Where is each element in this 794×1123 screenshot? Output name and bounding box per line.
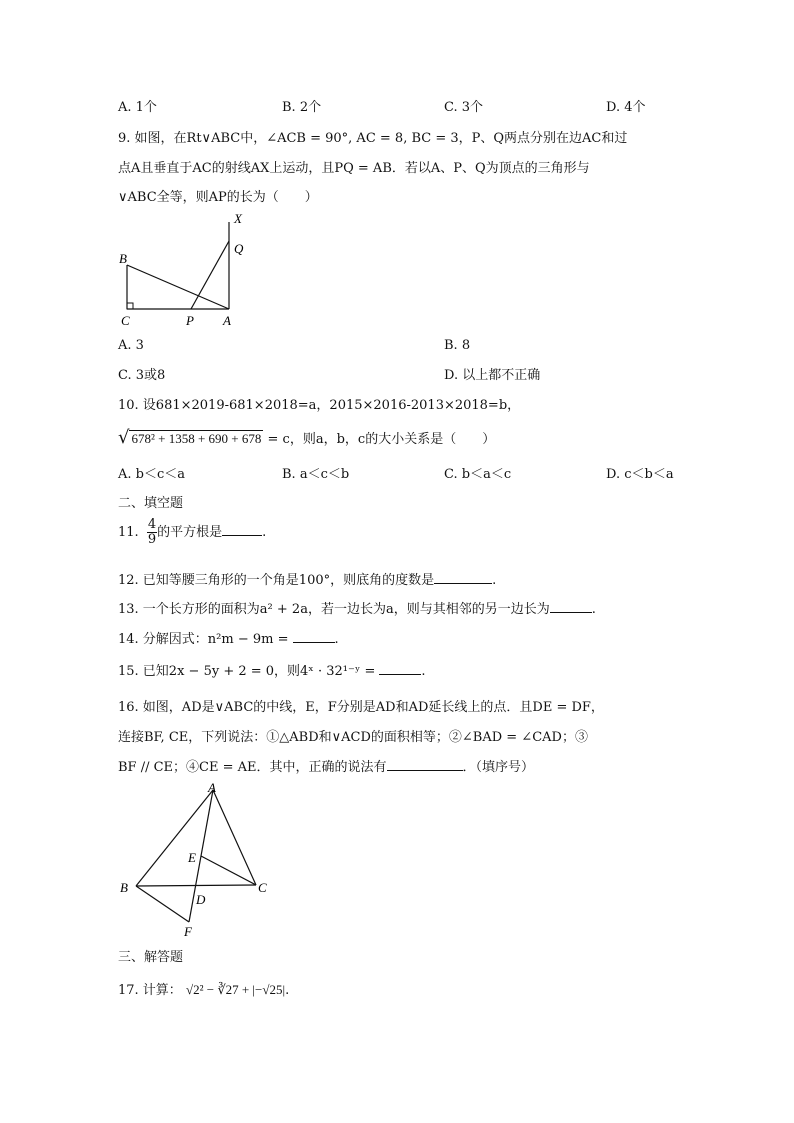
- q8-option-c: C. 3个: [444, 100, 484, 115]
- section-solve: 三、解答题: [118, 950, 184, 965]
- q10-option-c: C. b＜a＜c: [444, 467, 512, 482]
- q10-line2: √ 678² + 1358 + 690 + 678 = c，则a，b，c的大小关系是（ ）: [118, 427, 496, 448]
- q11-fraction: [147, 518, 157, 547]
- q9-option-c: C. 3或8: [118, 368, 166, 383]
- label-q: Q: [234, 241, 244, 256]
- q13-end: .: [591, 602, 596, 617]
- q12-text: 12. 已知等腰三角形的一个角是100°，则底角的度数是: [118, 573, 435, 588]
- q10-line1: 10. 设681×2019-681×2018=a，2015×2016-2013×2018=b，: [118, 398, 521, 413]
- label-x: X: [234, 211, 242, 226]
- q9-figure: [110, 205, 270, 330]
- q8-option-a: A. 1个: [118, 100, 157, 115]
- q11-frac-den: 9: [147, 532, 157, 547]
- q10-line2-rest: = c，则a，b，c的大小关系是（ ）: [267, 432, 496, 447]
- q8-option-d: D. 4个: [606, 100, 646, 115]
- q9-option-a: A. 3: [118, 338, 144, 353]
- label-a: A: [208, 780, 216, 795]
- label-b: B: [119, 251, 127, 266]
- q10-option-b: B. a＜c＜b: [282, 467, 350, 482]
- q11: [118, 518, 266, 547]
- q17: [118, 979, 289, 998]
- q17-prefix: 17. 计算：: [118, 983, 182, 998]
- q12-end: .: [492, 573, 497, 588]
- q16-blank: [387, 758, 463, 771]
- q17-end: .: [285, 983, 290, 998]
- q16-line3a: BF // CE；④CE = AE．其中，正确的说法有: [118, 760, 387, 775]
- q8-option-b: B. 2个: [282, 100, 322, 115]
- q13-blank: [550, 600, 592, 613]
- q16-line3: [118, 756, 534, 775]
- q12-blank: [434, 571, 492, 584]
- label-b: B: [120, 880, 128, 895]
- q10-option-d: D. c＜b＜a: [606, 467, 674, 482]
- q9-line1: 9. 如图，在Rt∨ABC中，∠ACB = 90°, AC = 8, BC = 3，P、Q两点分别在边AC和过: [118, 131, 628, 146]
- q9-line2: 点A且垂直于AC的射线AX上运动，且PQ = AB．若以A、P、Q为顶点的三角形与: [118, 161, 590, 176]
- q9-option-b: B. 8: [444, 338, 471, 353]
- label-p: P: [186, 313, 194, 328]
- label-c: C: [258, 880, 267, 895]
- q12: [118, 569, 496, 588]
- q16-line3b: ．（填序号）: [462, 760, 535, 775]
- label-e: E: [188, 850, 196, 865]
- q15-blank: [379, 662, 421, 675]
- q11-end: .: [262, 525, 267, 540]
- section-fill-in: 二、填空题: [118, 496, 184, 511]
- q9-line3: ∨ABC全等，则AP的长为（ ）: [118, 190, 318, 205]
- q17-expr: √2² − ∛27 + |−√25|: [185, 982, 286, 997]
- q15-text: 15. 已知2x − 5y + 2 = 0，则4ˣ · 32¹⁻ʸ =: [118, 664, 376, 679]
- q10-option-a: A. b＜c＜a: [118, 467, 186, 482]
- label-f: F: [184, 924, 192, 938]
- q9-option-d: D. 以上都不正确: [444, 368, 541, 383]
- q14-end: .: [334, 632, 339, 647]
- q15-end: .: [421, 664, 426, 679]
- q15: [118, 660, 426, 679]
- q13-text: 13. 一个长方形的面积为a² + 2a，若一边长为a，则与其相邻的另一边长为: [118, 602, 550, 617]
- q13: [118, 598, 596, 617]
- q11-blank: [222, 523, 262, 536]
- label-a: A: [223, 313, 231, 328]
- q16-line2: 连接BF, CE，下列说法：①△ABD和∨ACD的面积相等；②∠BAD = ∠CAD；③: [118, 730, 588, 745]
- q11-text: 的平方根是: [157, 525, 223, 540]
- q14-text: 14. 分解因式：n²m − 9m =: [118, 632, 289, 647]
- q16-line1: 16. 如图，AD是∨ABC的中线，E，F分别是AD和AD延长线上的点．且DE = DF，: [118, 700, 604, 715]
- q16-figure: [112, 776, 282, 938]
- q14-blank: [293, 630, 335, 643]
- q14: [118, 628, 339, 647]
- q11-frac-num: 4: [147, 517, 157, 532]
- label-d: D: [196, 892, 206, 907]
- q10-sqrt-expr: 678² + 1358 + 690 + 678: [131, 431, 262, 446]
- label-c: C: [121, 313, 130, 328]
- q11-num: 11.: [118, 525, 139, 540]
